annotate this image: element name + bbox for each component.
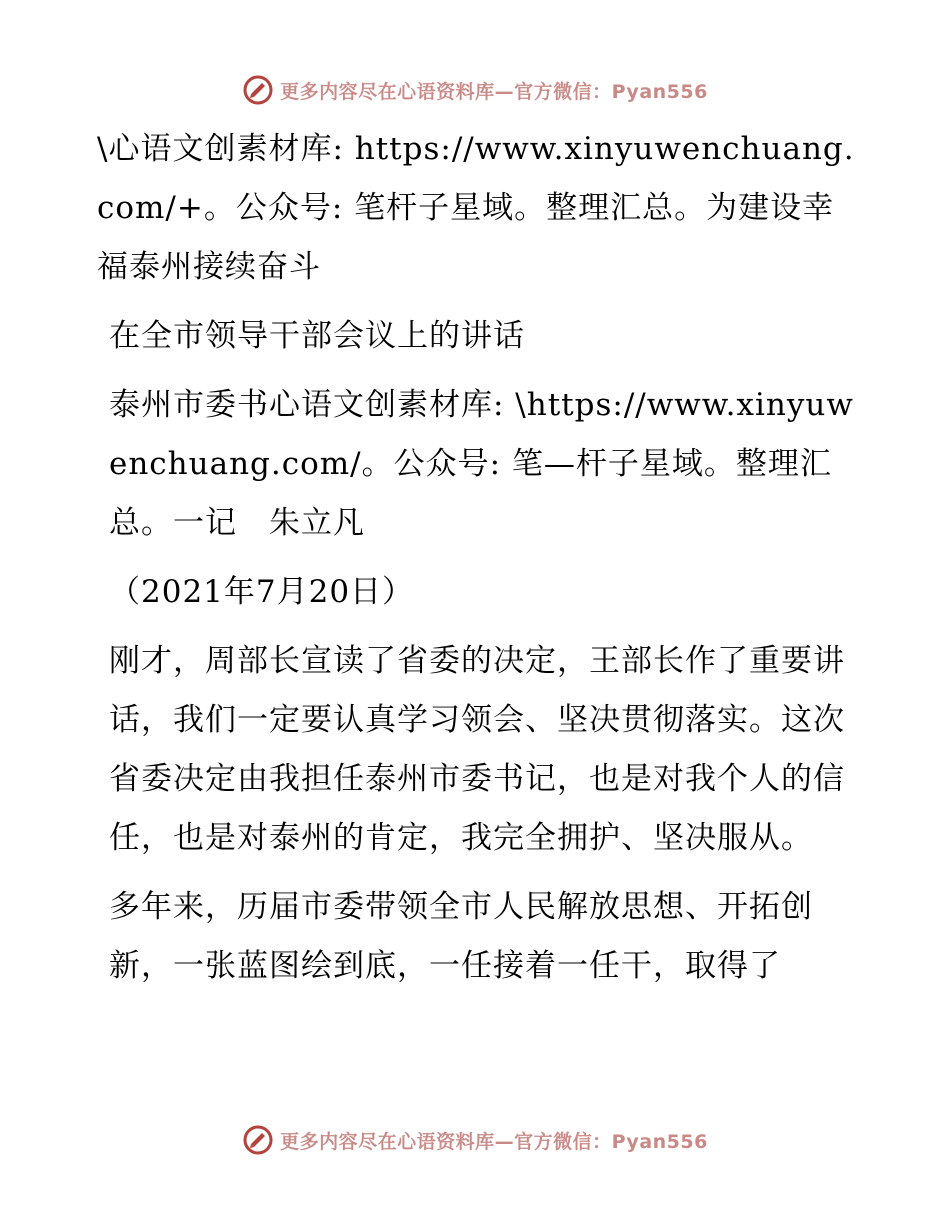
- header-banner: [0, 70, 950, 110]
- date-line: （2021年7月20日）: [109, 574, 415, 610]
- footer-banner-text: 更多内容尽在心语资料库—官方微信：Pyan556: [280, 1130, 708, 1153]
- footer-banner: [0, 1120, 950, 1160]
- header-banner-text: 更多内容尽在心语资料库—官方微信：Pyan556: [280, 80, 708, 103]
- document-body: [97, 120, 857, 1006]
- body-paragraph: 刚才，周部长宣读了省委的决定，王部长作了重要讲话，我们一定要认真学习领会、坚决贯彻落实。这次省委决定由我担任泰州市委书记，也是对我个人的信任，也是对泰州的肯定，我完全拥护、坚决服从。: [109, 643, 845, 856]
- seal-logo-icon: [242, 1124, 274, 1156]
- speech-title: 在全市领导干部会议上的讲话: [109, 318, 525, 354]
- body-paragraph: 多年来，历届市委带领全市人民解放思想、开拓创新，一张蓝图绘到底，一任接着一任干，取得了: [109, 889, 813, 984]
- speaker-line: 泰州市委书心语文创素材库: \https://www.xinyuwenchuang.com/。公众号: 笔—杆子星域。整理汇总。一记 朱立凡: [109, 387, 854, 541]
- intro-paragraph: \心语文创素材库: https://www.xinyuwenchuang.com/+。公众号: 笔杆子星域。整理汇总。为建设幸福泰州接续奋斗: [97, 131, 855, 285]
- seal-logo-icon: [242, 74, 274, 106]
